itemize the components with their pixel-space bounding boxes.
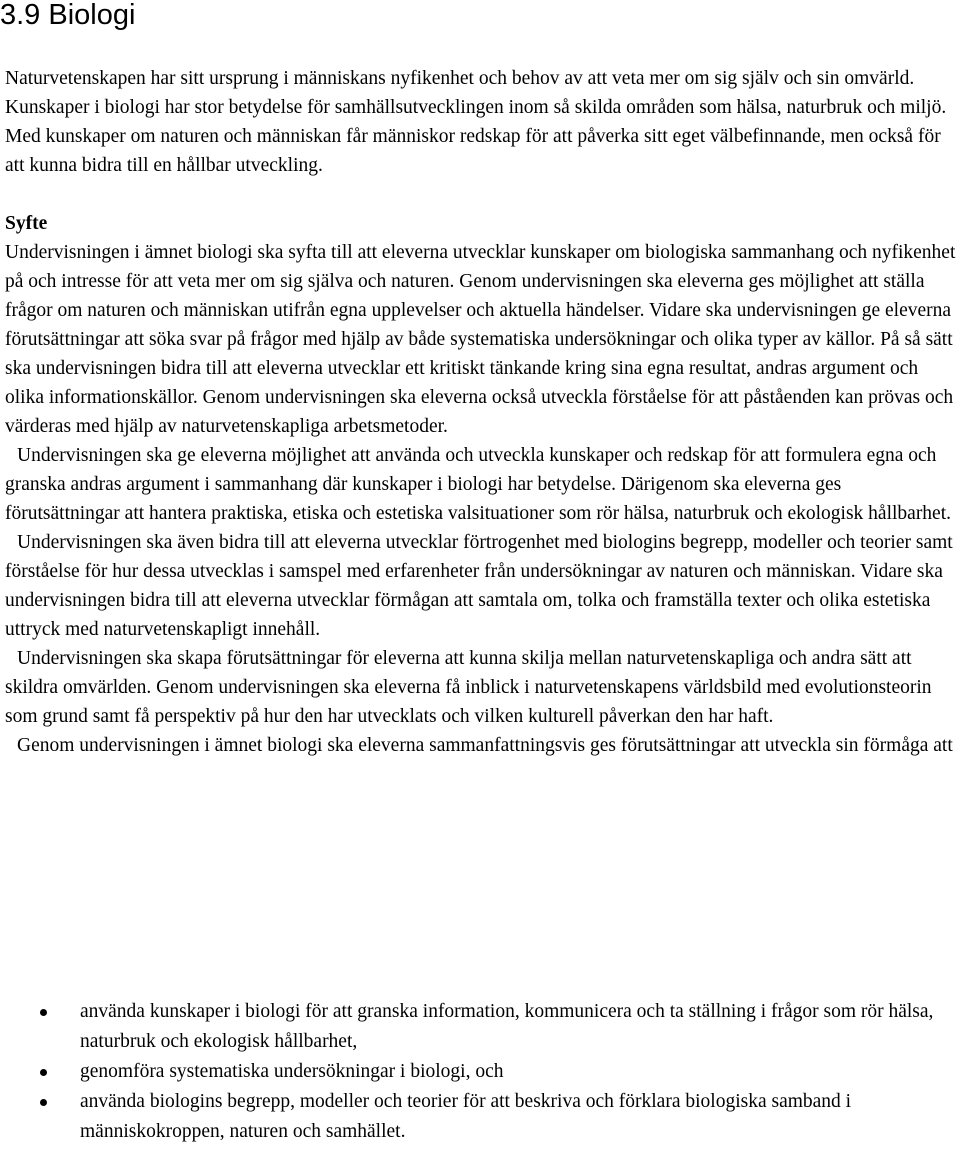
list-item [0, 1087, 960, 1147]
list-item-text: använda kunskaper i biologi för att granska information, kommunicera och ta ställning i frågor som rör hälsa, naturbruk och ekologisk hållbarhet, [80, 1001, 934, 1052]
syfte-paragraph-2: Undervisningen ska ge eleverna möjlighet att använda och utveckla kunskaper och redskap för att formulera egna och granska andras argument i sammanhang där kunskaper i biologi har betydelse. Därigenom ska eleverna ges förutsättningar att hantera praktiska, etiska och estetiska valsituationer som rör hälsa, naturbruk och ekologisk hållbarhet. [5, 445, 952, 524]
syfte-paragraph-1: Undervisningen i ämnet biologi ska syfta till att eleverna utvecklar kunskaper om biologiska sammanhang och nyfikenhet på och intresse för att veta mer om sig själva och naturen. Genom undervisningen ska eleverna ges möjlighet att ställa frågor om naturen och människan utifrån egna upplevelser och aktuella händelser. Vidare ska undervisningen ge eleverna förutsättningar att söka svar på frågor med hjälp av både systematiska undersökningar och olika typer av källor. På så sätt ska undervisningen bidra till att eleverna utvecklar ett kritiskt tänkande kring sina egna resultat, andras argument och olika informationskällor. Genom undervisningen ska eleverna också utveckla förståelse för att påståenden kan prövas och värderas med hjälp av naturvetenskapliga arbetsmetoder. [5, 242, 956, 437]
bullet-icon [40, 1099, 47, 1106]
list-item-text: använda biologins begrepp, modeller och teorier för att beskriva och förklara biologiska samband i människokroppen, naturen och samhället. [80, 1091, 852, 1142]
abilities-list [0, 997, 960, 1147]
page-title: 3.9 Biologi [0, 0, 136, 31]
list-item-text: genomföra systematiska undersökningar i biologi, och [80, 1061, 504, 1082]
section-heading-syfte: Syfte [5, 213, 48, 234]
syfte-paragraph-3: Undervisningen ska även bidra till att eleverna utvecklar förtrogenhet med biologins begrepp, modeller och teorier samt förståelse för hur dessa utvecklas i samspel med erfarenheter från undersökningar av naturen och människan. Vidare ska undervisningen bidra till att eleverna utvecklar förmågan att samtala om, tolka och framställa texter och olika estetiska uttryck med naturvetenskapligt innehåll. [5, 532, 953, 640]
intro-paragraph: Naturvetenskapen har sitt ursprung i människans nyfikenhet och behov av att veta mer om sig själv och sin omvärld. Kunskaper i biologi har stor betydelse för samhällsutvecklingen inom så skilda områden som hälsa, naturbruk och miljö. Med kunskaper om naturen och människan får människor redskap för att påverka sitt eget välbefinnande, men också för att kunna bidra till en hållbar utveckling. [5, 68, 947, 176]
list-item [0, 1057, 960, 1087]
document-body [5, 64, 960, 760]
syfte-paragraph-4: Undervisningen ska skapa förutsättningar för eleverna att kunna skilja mellan naturvetenskapliga och andra sätt att skildra omvärlden. Genom undervisningen ska eleverna få inblick i naturvetenskapens världsbild med evolutionsteorin som grund samt få perspektiv på hur den har utvecklats och vilken kulturell påverkan den har haft. [5, 648, 932, 727]
bullet-icon [40, 1069, 47, 1076]
list-item [0, 997, 960, 1057]
bullet-icon [40, 1009, 47, 1016]
syfte-paragraph-5: Genom undervisningen i ämnet biologi ska eleverna sammanfattningsvis ges förutsättningar att utveckla sin förmåga att [17, 735, 953, 756]
